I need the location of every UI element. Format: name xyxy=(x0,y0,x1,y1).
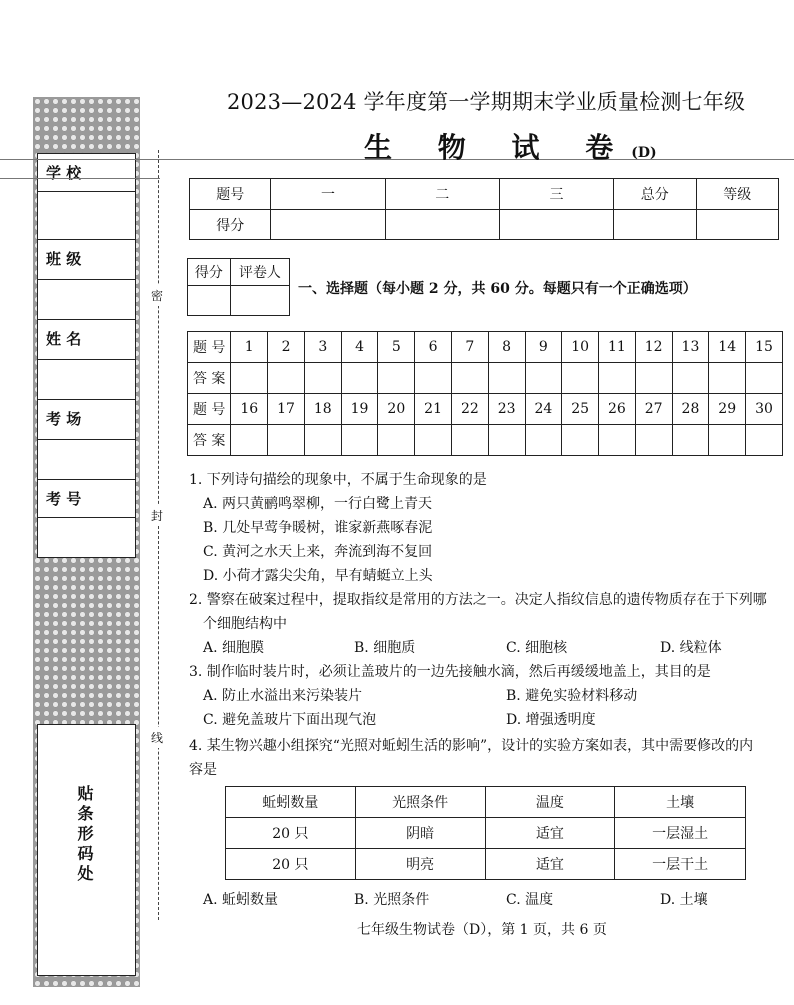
q1-option-a: A. 两只黄鹂鸣翠柳，一行白鹭上青天 xyxy=(203,496,433,512)
q3-option-b: B. 避免实验材料移动 xyxy=(506,688,638,704)
grid-answer-cell[interactable] xyxy=(672,363,709,394)
q1-option-b: B. 几处早莺争暖树，谁家新燕啄春泥 xyxy=(203,520,433,536)
class-field[interactable] xyxy=(38,280,135,320)
score-header: 等级 xyxy=(696,179,778,210)
grid-answer-cell[interactable] xyxy=(268,363,305,394)
grid-answer-cell[interactable] xyxy=(746,425,783,456)
grid-answer-cell[interactable] xyxy=(415,363,452,394)
grid-answer-cell[interactable] xyxy=(268,425,305,456)
grid-answer-cell[interactable] xyxy=(451,425,488,456)
exam-number-field[interactable] xyxy=(38,518,135,557)
grid-question-number: 22 xyxy=(451,394,488,425)
score-header: 二 xyxy=(385,179,499,210)
seal-char-mi: 密 xyxy=(151,285,163,306)
score-header: 三 xyxy=(499,179,613,210)
section-title: 一、选择题（每小题 2 分，共 60 分。每题只有一个正确选项） xyxy=(298,281,697,297)
grid-question-number: 30 xyxy=(746,394,783,425)
grid-question-number: 16 xyxy=(231,394,268,425)
score-header: 总分 xyxy=(614,179,696,210)
grid-question-number: 17 xyxy=(268,394,305,425)
exam-room-label: 考 场 xyxy=(38,400,135,440)
exam-room-field[interactable] xyxy=(38,440,135,480)
subject-text: 生 物 试 卷 xyxy=(364,131,632,164)
q3-option-a: A. 防止水溢出来污染装片 xyxy=(203,688,363,704)
experiment-header: 蚯蚓数量 xyxy=(226,787,356,818)
grid-answer-cell[interactable] xyxy=(341,425,378,456)
grid-answer-cell[interactable] xyxy=(709,363,746,394)
experiment-cell: 20 只 xyxy=(226,849,356,880)
grid-question-number: 29 xyxy=(709,394,746,425)
score-row-label: 得分 xyxy=(190,210,271,240)
header-rule-left xyxy=(0,178,160,179)
grid-answer-cell[interactable] xyxy=(525,363,562,394)
grid-question-number: 27 xyxy=(635,394,672,425)
q3-option-d: D. 增强透明度 xyxy=(506,712,596,728)
student-info-box xyxy=(37,153,136,558)
name-label: 姓 名 xyxy=(38,320,135,360)
grid-question-number: 20 xyxy=(378,394,415,425)
q4-option-b: B. 光照条件 xyxy=(354,892,430,908)
grid-answer-cell[interactable] xyxy=(488,425,525,456)
experiment-cell: 一层干土 xyxy=(615,849,746,880)
experiment-cell: 明亮 xyxy=(355,849,485,880)
grid-question-number: 26 xyxy=(599,394,636,425)
grid-answer-cell[interactable] xyxy=(341,363,378,394)
score-table xyxy=(189,178,779,240)
school-field[interactable] xyxy=(38,192,135,240)
experiment-cell: 适宜 xyxy=(485,849,615,880)
grid-answer-cell[interactable] xyxy=(672,425,709,456)
score-header: 题号 xyxy=(190,179,271,210)
grid-answer-cell[interactable] xyxy=(231,425,268,456)
score-cell[interactable] xyxy=(385,210,499,240)
grid-answer-cell[interactable] xyxy=(562,425,599,456)
barcode-label: 贴条形码处 xyxy=(75,785,94,885)
grid-question-number: 2 xyxy=(268,332,305,363)
class-label: 班 级 xyxy=(38,240,135,280)
school-label: 学 校 xyxy=(38,154,135,192)
q4-stem-cont: 容是 xyxy=(189,762,217,778)
grid-question-number: 12 xyxy=(635,332,672,363)
grid-question-number: 25 xyxy=(562,394,599,425)
version-label: (D) xyxy=(631,145,657,161)
q2-option-d: D. 线粒体 xyxy=(660,640,722,656)
grid-answer-cell[interactable] xyxy=(746,363,783,394)
grader-header: 评卷人 xyxy=(230,259,289,286)
grid-answer-cell[interactable] xyxy=(635,425,672,456)
score-header: 一 xyxy=(271,179,385,210)
binding-strip xyxy=(33,97,140,987)
q1-stem: 1. 下列诗句描绘的现象中，不属于生命现象的是 xyxy=(189,472,487,488)
grid-question-number: 23 xyxy=(488,394,525,425)
grid-question-number: 10 xyxy=(562,332,599,363)
experiment-header: 光照条件 xyxy=(355,787,485,818)
q4-option-c: C. 温度 xyxy=(506,892,554,908)
grid-question-number: 5 xyxy=(378,332,415,363)
grid-answer-cell[interactable] xyxy=(451,363,488,394)
grid-answer-cell[interactable] xyxy=(488,363,525,394)
grader-table xyxy=(187,258,290,316)
grid-answer-cell[interactable] xyxy=(378,425,415,456)
q3-stem: 3. 制作临时装片时，必须让盖玻片的一边先接触水滴，然后再缓缓地盖上，其目的是 xyxy=(189,664,711,680)
score-cell[interactable] xyxy=(614,210,696,240)
grid-question-number: 18 xyxy=(304,394,341,425)
grid-answer-cell[interactable] xyxy=(525,425,562,456)
name-field[interactable] xyxy=(38,360,135,400)
page-footer: 七年级生物试卷（D），第 1 页，共 6 页 xyxy=(357,922,607,938)
grid-label-number: 题 号 xyxy=(188,394,231,425)
q2-option-b: B. 细胞质 xyxy=(354,640,416,656)
grid-question-number: 28 xyxy=(672,394,709,425)
grid-question-number: 9 xyxy=(525,332,562,363)
q2-option-a: A. 细胞膜 xyxy=(203,640,265,656)
grid-question-number: 19 xyxy=(341,394,378,425)
grid-answer-cell[interactable] xyxy=(599,425,636,456)
grader-header: 得分 xyxy=(188,259,231,286)
grid-answer-cell[interactable] xyxy=(562,363,599,394)
grid-answer-cell[interactable] xyxy=(415,425,452,456)
grid-answer-cell[interactable] xyxy=(304,363,341,394)
score-cell[interactable] xyxy=(271,210,385,240)
exam-number-label: 考 号 xyxy=(38,480,135,518)
score-cell[interactable] xyxy=(696,210,778,240)
barcode-area xyxy=(37,724,136,976)
experiment-cell: 适宜 xyxy=(485,818,615,849)
grid-question-number: 8 xyxy=(488,332,525,363)
grid-answer-cell[interactable] xyxy=(304,425,341,456)
exam-subject xyxy=(364,126,657,166)
grid-question-number: 7 xyxy=(451,332,488,363)
q4-option-a: A. 蚯蚓数量 xyxy=(203,892,279,908)
q2-stem: 2. 警察在破案过程中，提取指纹是常用的方法之一。决定人指纹信息的遗传物质存在于下列哪 xyxy=(189,592,767,608)
q2-option-c: C. 细胞核 xyxy=(506,640,568,656)
q1-option-c: C. 黄河之水天上来，奔流到海不复回 xyxy=(203,544,433,560)
experiment-header: 土壤 xyxy=(615,787,746,818)
grid-label-answer: 答 案 xyxy=(188,363,231,394)
exam-title: 2023—2024 学年度第一学期期末学业质量检测七年级 xyxy=(227,90,746,114)
grid-question-number: 3 xyxy=(304,332,341,363)
experiment-cell: 20 只 xyxy=(226,818,356,849)
experiment-header: 温度 xyxy=(485,787,615,818)
experiment-table xyxy=(225,786,746,880)
grid-label-answer: 答 案 xyxy=(188,425,231,456)
grid-question-number: 1 xyxy=(231,332,268,363)
q4-option-d: D. 土壤 xyxy=(660,892,708,908)
q2-stem-cont: 个细胞结构中 xyxy=(203,616,287,632)
grid-question-number: 13 xyxy=(672,332,709,363)
grid-question-number: 21 xyxy=(415,394,452,425)
grid-answer-cell[interactable] xyxy=(231,363,268,394)
experiment-cell: 一层湿土 xyxy=(615,818,746,849)
grid-answer-cell[interactable] xyxy=(635,363,672,394)
grid-question-number: 6 xyxy=(415,332,452,363)
grid-question-number: 15 xyxy=(746,332,783,363)
grid-question-number: 11 xyxy=(599,332,636,363)
grid-answer-cell[interactable] xyxy=(709,425,746,456)
grid-question-number: 4 xyxy=(341,332,378,363)
score-cell[interactable] xyxy=(499,210,613,240)
grader-cell[interactable] xyxy=(230,286,289,316)
grader-cell[interactable] xyxy=(188,286,231,316)
q1-option-d: D. 小荷才露尖尖角，早有蜻蜓立上头 xyxy=(203,568,433,584)
q4-stem: 4. 某生物兴趣小组探究“光照对蚯蚓生活的影响”，设计的实验方案如表，其中需要修改的内 xyxy=(189,738,754,754)
q3-option-c: C. 避免盖玻片下面出现气泡 xyxy=(203,712,377,728)
seal-line xyxy=(158,150,159,920)
seal-char-xian: 线 xyxy=(151,727,163,748)
experiment-cell: 阴暗 xyxy=(355,818,485,849)
grid-answer-cell[interactable] xyxy=(599,363,636,394)
grid-answer-cell[interactable] xyxy=(378,363,415,394)
grid-question-number: 24 xyxy=(525,394,562,425)
answer-grid xyxy=(187,331,783,456)
seal-char-feng: 封 xyxy=(151,505,163,526)
grid-label-number: 题 号 xyxy=(188,332,231,363)
grid-question-number: 14 xyxy=(709,332,746,363)
